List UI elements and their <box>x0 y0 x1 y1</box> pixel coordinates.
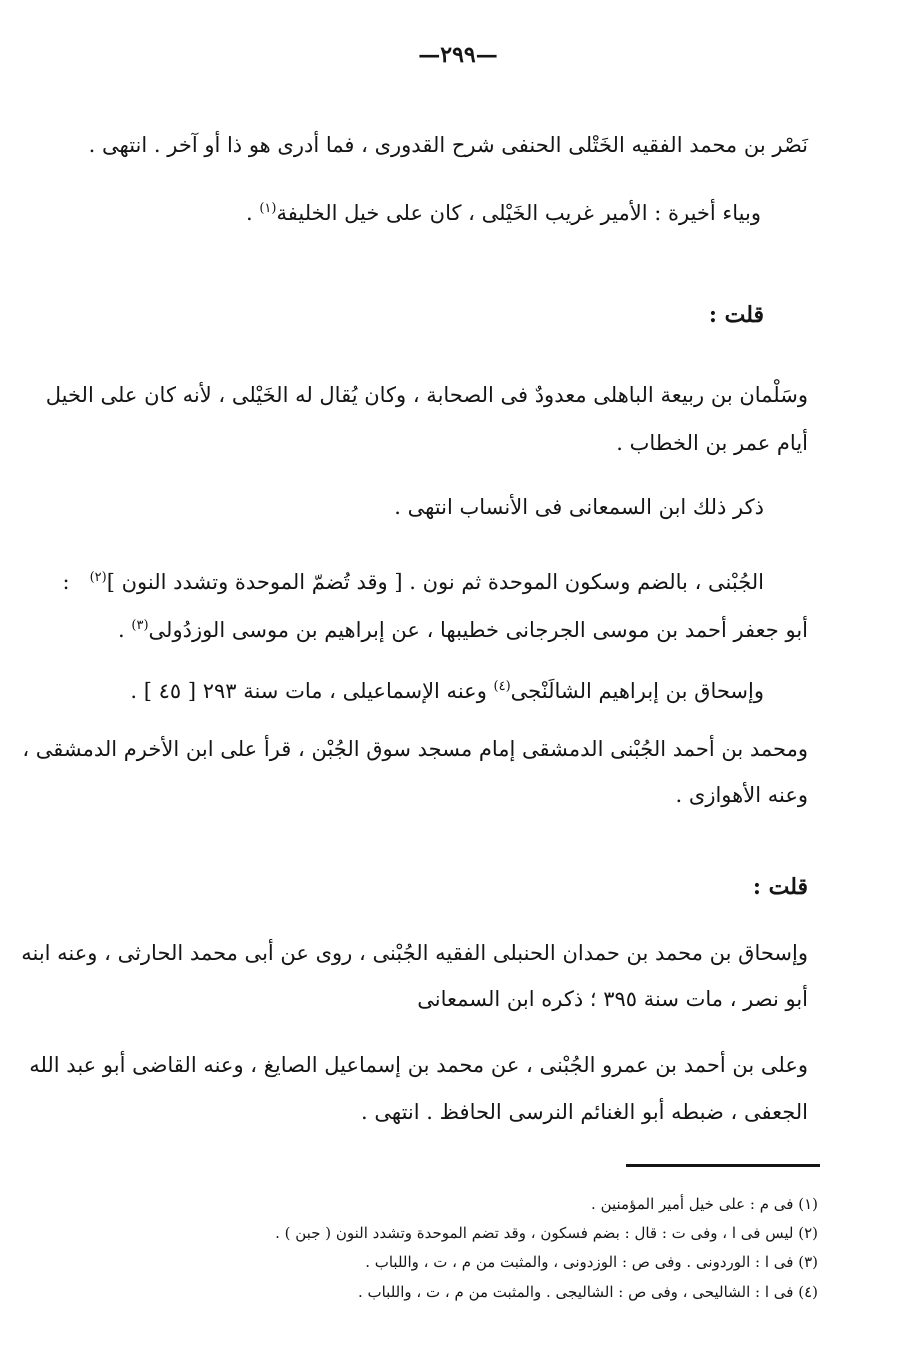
text-line-6 <box>62 567 764 597</box>
footnote-marker-4: (٤) <box>493 679 511 694</box>
footnote-4: (٤) فى ا : الشاليحى ، وفى ص : الشاليجى . والمثبت من م ، ت ، واللباب . <box>357 1283 818 1301</box>
text-line-11: وإسحاق بن محمد بن حمدان الحنبلى الفقيه الجُبْنى ، روى عن أبى محمد الحارثى ، وعنه ابنه <box>21 941 808 965</box>
text-line-8-rest: وعنه الإسماعيلى ، مات سنة ٢٩٣ [ ٤٥ ] . <box>130 679 487 703</box>
line-2-dot: . <box>245 201 253 225</box>
footnote-marker-2: (٢) <box>89 570 107 585</box>
footnote-2: (٢) ليس فى ا ، وفى ت : قال : بضم فسكون ، وقد تضم الموحدة وتشدد النون ( جبن ) . <box>275 1224 818 1242</box>
footnote-marker-3: (٣) <box>131 618 149 633</box>
footnote-marker-1: (١) <box>259 201 277 216</box>
text-line-1: نَصْر بن محمد الفقيه الخَتْلى الحنفى شرح القدورى ، فما أدرى هو ذا أو آخر . انتهى . <box>88 133 808 157</box>
text-line-8 <box>90 676 764 706</box>
text-line-4: أيام عمر بن الخطاب . <box>616 431 808 455</box>
text-line-10: وعنه الأهوازى . <box>675 783 808 807</box>
line-7-dot: . <box>118 618 125 642</box>
text-line-13: وعلى بن أحمد بن عمرو الجُبْنى ، عن محمد بن إسماعيل الصايغ ، وعنه القاضى أبو عبد الله <box>29 1053 808 1077</box>
text-line-7-text: أبو جعفر أحمد بن موسى الجرجانى خطيبها ، عن إبراهيم بن موسى الوزدُولى <box>148 618 808 642</box>
text-line-9: ومحمد بن أحمد الجُبْنى الدمشقى إمام مسجد سوق الجُبْن ، قرأ على ابن الأخرم الدمشقى ، <box>22 737 808 761</box>
footnote-separator <box>626 1164 820 1167</box>
text-line-12: أبو نصر ، مات سنة ٣٩٥ ؛ ذكره ابن السمعانى <box>417 987 808 1011</box>
text-line-2-text: وبياء أخيرة : الأمير غريب الخَيْلى ، كان على خيل الخليفة <box>276 201 761 225</box>
text-line-8-text: وإسحاق بن إبراهيم الشالَنْجى <box>510 679 764 703</box>
text-line-5: ذكر ذلك ابن السمعانى فى الأنساب انتهى . <box>394 495 764 519</box>
section-heading-2: قلت : <box>752 874 808 900</box>
text-line-2 <box>90 198 761 228</box>
text-line-14: الجعفى ، ضبطه أبو الغنائم النرسى الحافظ . انتهى . <box>361 1100 808 1124</box>
footnote-3: (٣) فى ا : الوردونى . وفى ص : الوزدونى ، والمثبت من م ، ت ، واللباب . <box>365 1253 818 1271</box>
page-number: —٢٩٩— <box>418 42 498 68</box>
text-line-6-text: الجُبْنى ، بالضم وسكون الموحدة ثم نون . [ وقد تُضمّ الموحدة وتشدد النون ] <box>106 570 764 594</box>
line-6-colon: : <box>62 570 70 594</box>
footnote-1: (١) فى م : على خيل أمير المؤمنين . <box>591 1195 818 1213</box>
text-line-7 <box>90 615 808 645</box>
section-heading-1: قلت : <box>708 302 764 328</box>
text-line-3: وسَلْمان بن ربيعة الباهلى معدودٌ فى الصحابة ، وكان يُقال له الخَيْلى ، لأنه كان على الخيل <box>45 383 808 407</box>
